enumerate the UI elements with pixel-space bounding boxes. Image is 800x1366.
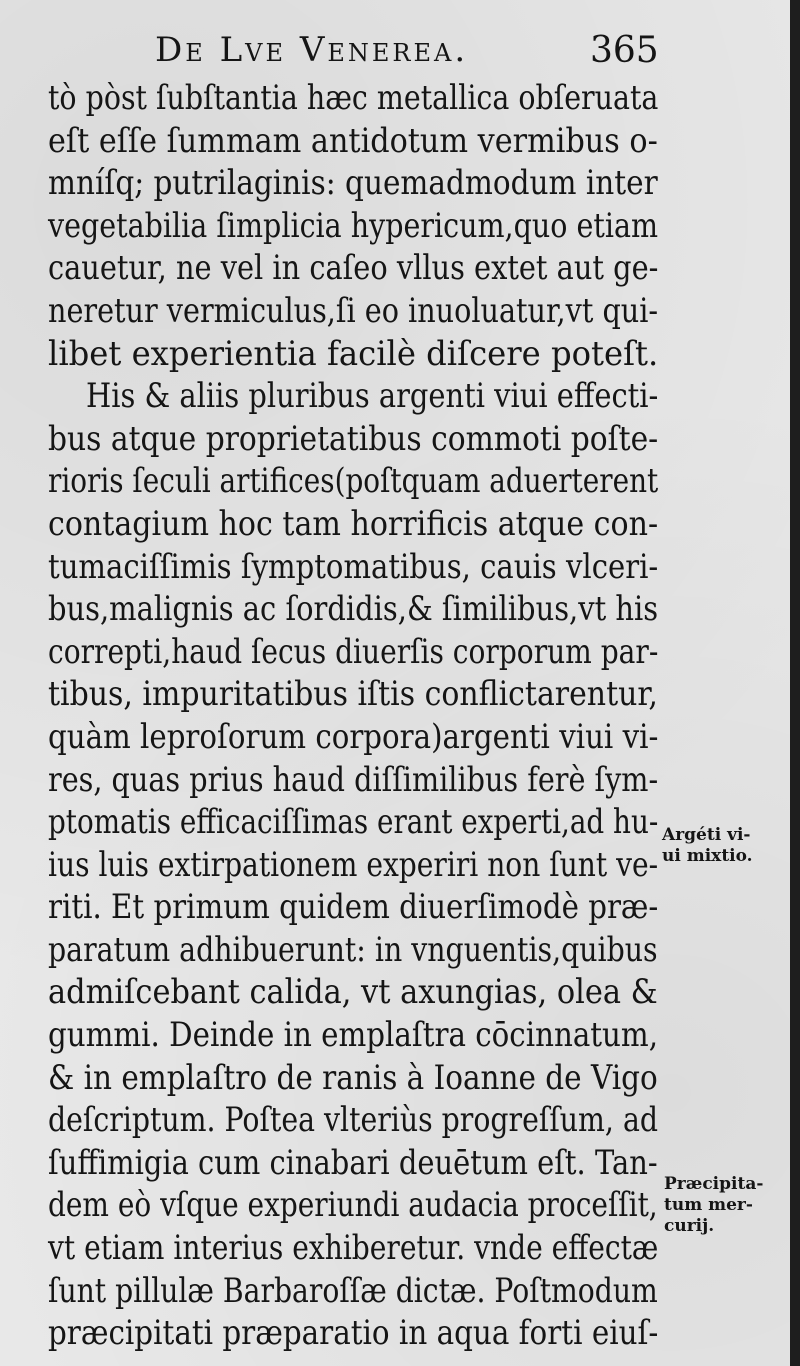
- text-line: contagium hoc tam horrificis atque con-: [48, 503, 659, 544]
- text-line: correpti,haud ſecus diuerſis corporum par-: [48, 631, 659, 672]
- text-line: paratum adhibuerunt: in vnguentis,quibus: [48, 929, 658, 970]
- body-text: [48, 77, 658, 1355]
- text-line: mníſq; putrilaginis: quemadmodum inter: [48, 163, 658, 204]
- text-line: riti. Et primum quidem diuerſimodè præ-: [48, 887, 659, 928]
- running-title: De Lve Venerea.: [155, 30, 469, 70]
- text-line: præcipitati præparatio in aqua forti eiuſ-: [48, 1313, 659, 1354]
- text-line: vt etiam interius exhiberetur. vnde effectæ: [48, 1228, 659, 1269]
- text-line: ptomatis efficaciſſimas erant experti,ad hu-: [48, 802, 659, 843]
- marginal-note-praecipitatum: [664, 1174, 763, 1237]
- text-line: bus atque proprietatibus commoti poſte-: [48, 418, 659, 459]
- text-line: res, quas prius haud diſſimilibus ferè ſym-: [48, 759, 659, 800]
- marginal-note-line: curij.: [664, 1216, 715, 1236]
- marginal-note-line: ui mixtio.: [662, 846, 753, 866]
- paragraph-start-line: His & aliis pluribus argenti viui effecti-: [86, 376, 659, 417]
- page-edge-shadow: [790, 0, 800, 1366]
- text-line: rioris ſeculi artifices(poſtquam aduerterent: [48, 461, 659, 502]
- marginal-note-line: Argéti vi-: [662, 825, 751, 845]
- text-line: vegetabilia ſimplicia hypericum,quo etiam: [48, 205, 659, 246]
- marginal-note-line: tum mer-: [664, 1195, 753, 1215]
- text-line: bus,malignis ac ſordidis,& ſimilibus,vt his: [48, 589, 659, 630]
- text-line: & in emplaſtro de ranis à Ioanne de Vigo: [48, 1057, 658, 1098]
- text-line: dem eò vſque experiundi audacia proceſſit,: [48, 1185, 658, 1226]
- text-line: tibus, impuritatibus iſtis conflictarentur,: [48, 674, 658, 715]
- text-line: ſuffimigia cum cinabari deuētum eſt. Tan-: [48, 1142, 658, 1183]
- marginal-note-line: Præcipita-: [664, 1174, 764, 1194]
- text-line: quàm leproſorum corpora)argenti viui vi-: [48, 716, 659, 757]
- text-line: tò pòst ſubſtantia hæc metallica obſeruata: [48, 78, 659, 118]
- text-line: tumaciſſimis ſymptomatibus, cauis vlceri-: [48, 546, 659, 587]
- text-line: ius luis extirpationem experiri non ſunt ve-: [48, 844, 659, 885]
- text-line: neretur vermiculus,ſi eo inuoluatur,vt qui-: [48, 290, 659, 331]
- page-number: 365: [590, 30, 659, 71]
- text-line: eſt eſſe ſummam antidotum vermibus o-: [48, 120, 658, 161]
- text-line: libet experientia facilè diſcere poteſt.: [48, 333, 659, 374]
- text-line: admiſcebant calida, vt axungias, olea &: [48, 972, 658, 1013]
- text-line: ſunt pillulæ Barbaroſſæ dictæ. Poſtmodum: [48, 1270, 658, 1311]
- text-line: deſcriptum. Poſtea vlteriùs progreſſum, ad: [48, 1100, 658, 1141]
- text-line: gummi. Deinde in emplaſtra cōcinnatum,: [48, 1015, 659, 1056]
- marginal-note-argenti: [662, 825, 753, 867]
- text-line: cauetur, ne vel in caſeo vllus extet aut ge-: [48, 248, 659, 289]
